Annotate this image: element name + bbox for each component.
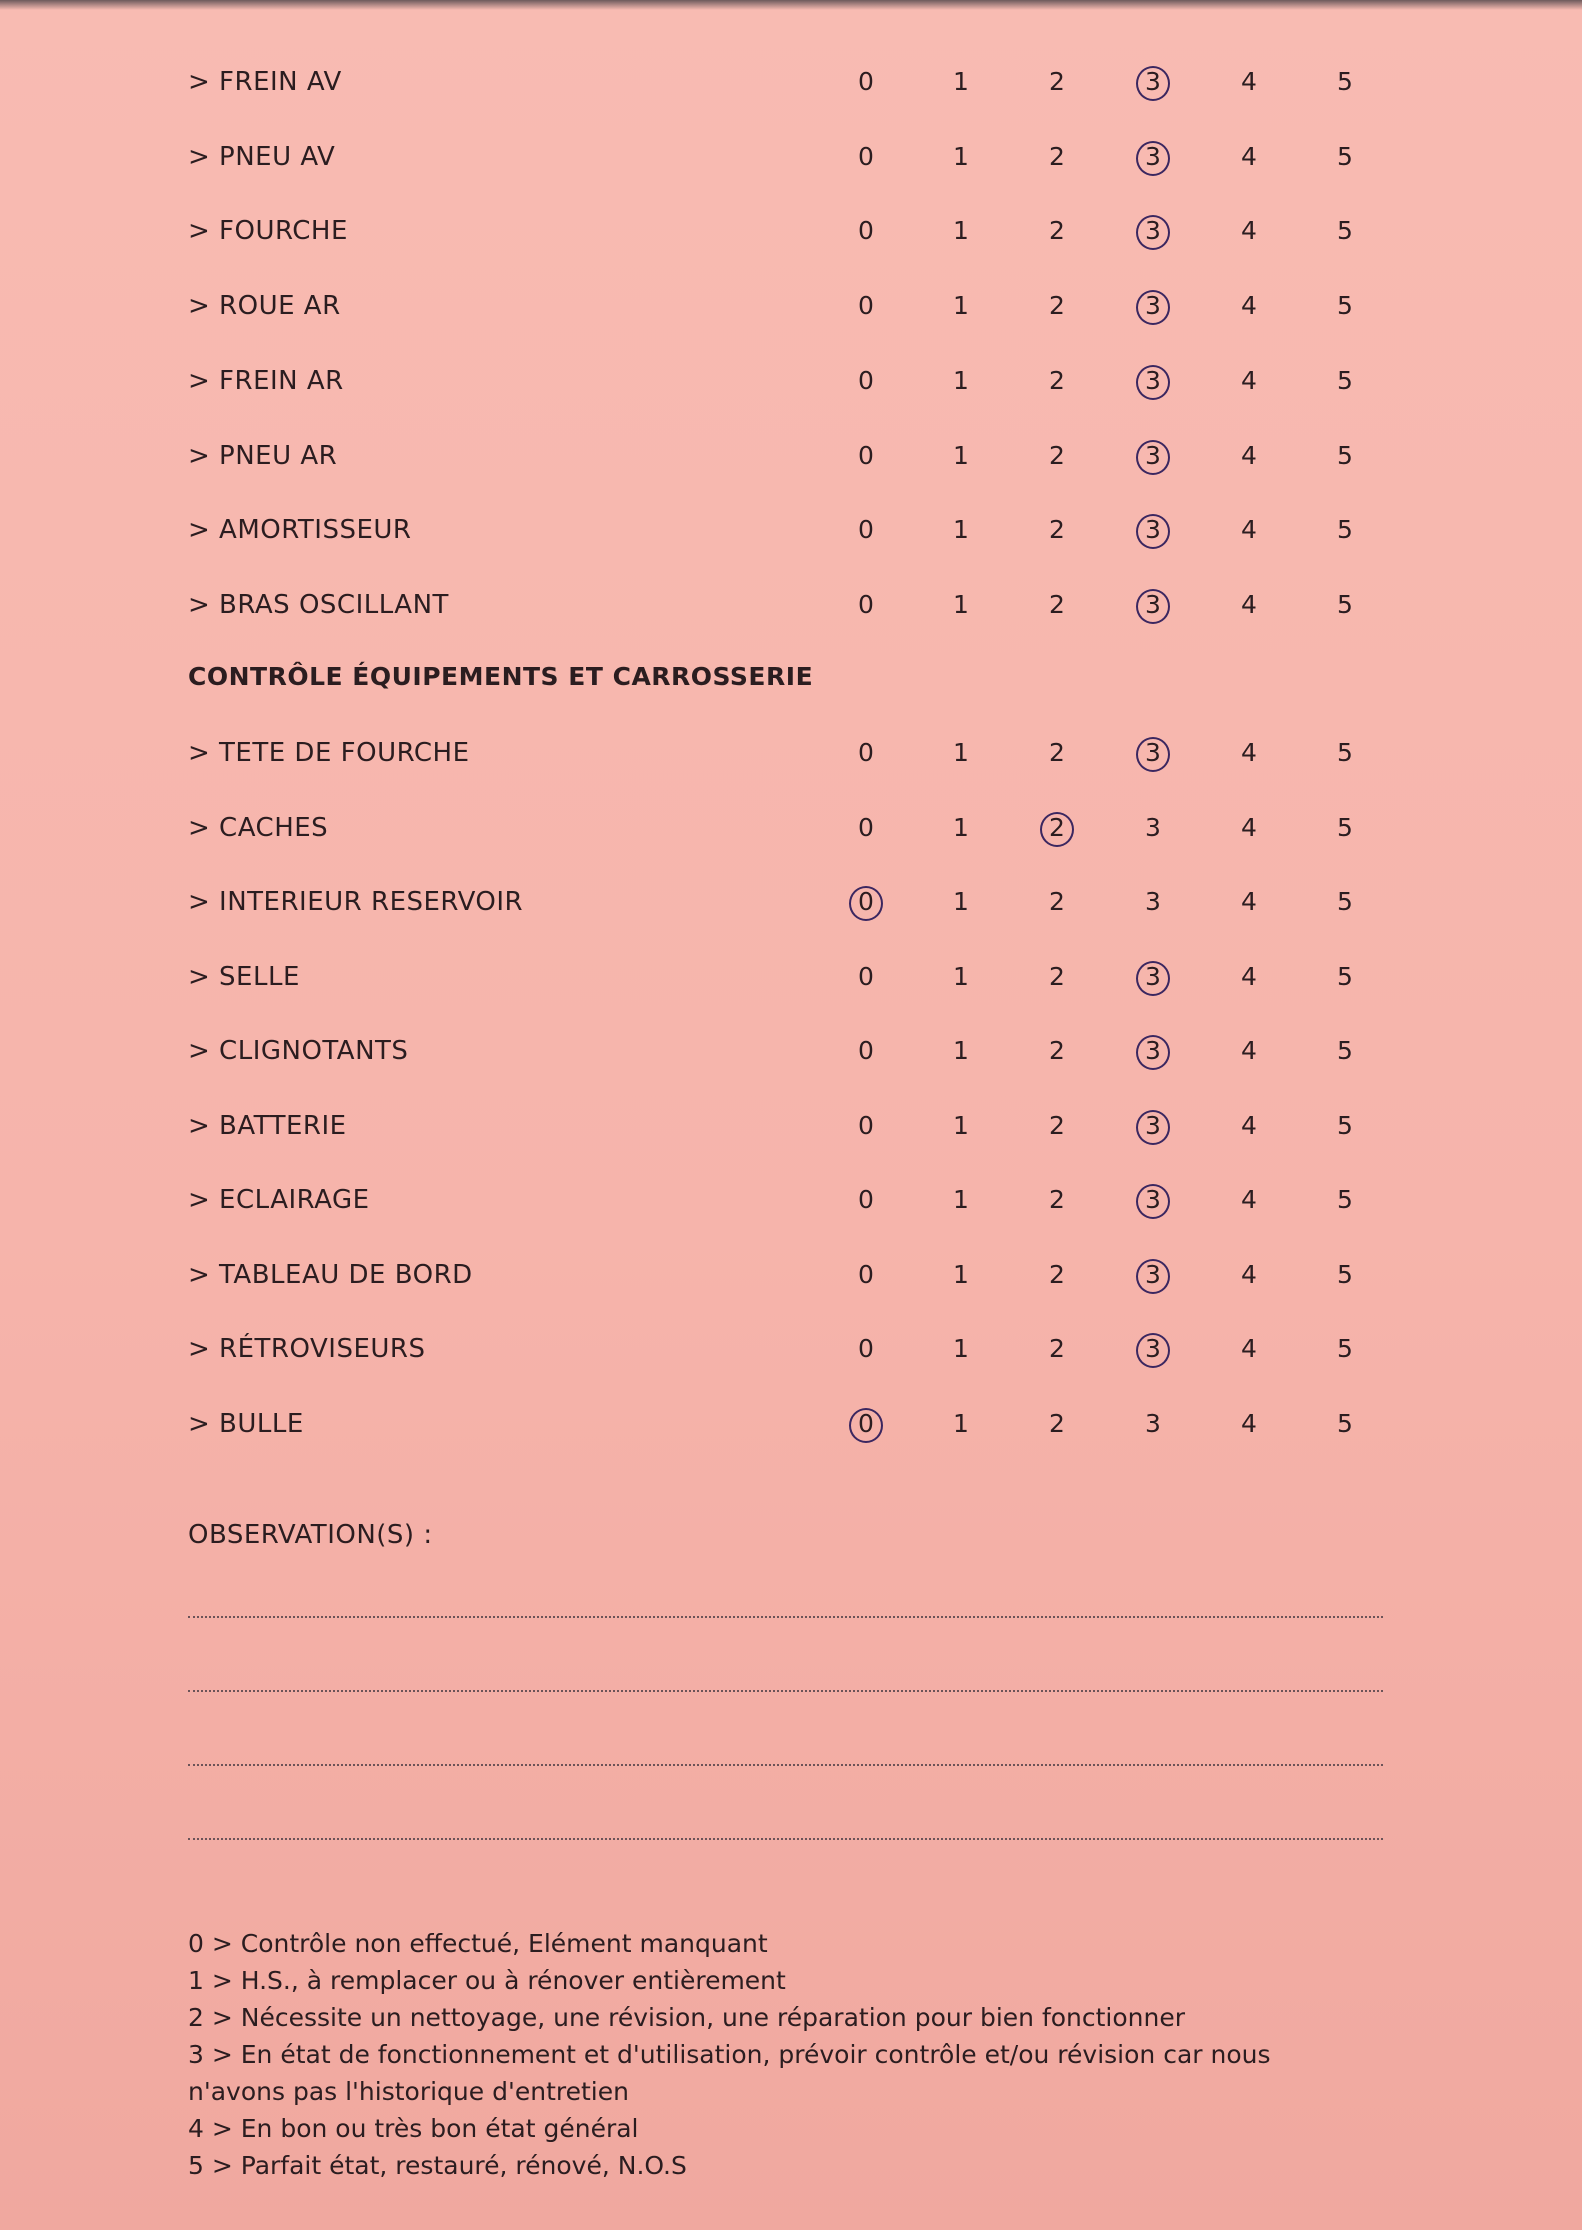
score-option[interactable]: 5 (1337, 67, 1353, 96)
score-option[interactable]: 1 (953, 67, 969, 96)
score-option[interactable]: 0 (858, 141, 874, 171)
score-option[interactable]: 2 (1049, 961, 1065, 991)
checklist-row (0, 1180, 1582, 1220)
score-option-selected[interactable]: 3 (1133, 211, 1173, 251)
score-option[interactable]: 1 (953, 141, 969, 171)
score-option-selected[interactable]: 0 (846, 1404, 886, 1444)
score-option[interactable]: 2 (1049, 365, 1065, 395)
observation-line[interactable] (188, 1764, 1383, 1766)
legend-item: 3 > En état de fonctionnement et d'utilisation, prévoir contrôle et/ou révision car nous (188, 2040, 1271, 2069)
checklist-item-label: > SELLE (188, 961, 300, 992)
score-option[interactable]: 5 (1337, 1334, 1353, 1363)
score-option[interactable]: 2 (1049, 67, 1065, 96)
observation-line[interactable] (188, 1616, 1383, 1618)
score-option[interactable]: 4 (1241, 1110, 1257, 1140)
checklist-item-label: > BATTERIE (188, 1110, 347, 1141)
score-option[interactable]: 4 (1241, 887, 1257, 916)
score-option[interactable]: 5 (1337, 961, 1353, 991)
checklist-row (0, 137, 1582, 177)
score-option[interactable]: 0 (858, 216, 874, 246)
score-option[interactable]: 1 (953, 1408, 969, 1438)
score-option[interactable]: 1 (953, 1036, 969, 1065)
score-option[interactable]: 1 (953, 738, 969, 767)
score-option[interactable]: 2 (1049, 141, 1065, 171)
score-option-selected[interactable]: 3 (1133, 733, 1173, 773)
score-option[interactable]: 5 (1337, 365, 1353, 395)
checklist-row (0, 733, 1582, 773)
checklist-row (0, 957, 1582, 997)
score-option[interactable]: 4 (1241, 515, 1257, 545)
score-option-selected[interactable]: 3 (1133, 585, 1173, 625)
score-option[interactable]: 1 (953, 1334, 969, 1363)
score-option-selected[interactable]: 3 (1133, 1180, 1173, 1220)
score-option[interactable]: 0 (858, 812, 874, 842)
score-option[interactable]: 3 (1145, 887, 1161, 916)
score-option[interactable]: 4 (1241, 1185, 1257, 1214)
score-option[interactable]: 4 (1241, 141, 1257, 171)
score-option[interactable]: 5 (1337, 515, 1353, 545)
score-option[interactable]: 1 (953, 589, 969, 619)
checklist-item-label: > TETE DE FOURCHE (188, 738, 470, 768)
score-option-selected[interactable]: 3 (1133, 361, 1173, 401)
score-option-selected[interactable]: 3 (1133, 1329, 1173, 1369)
checklist-row (0, 436, 1582, 476)
checklist-row (0, 286, 1582, 326)
checklist-row (0, 1329, 1582, 1369)
score-option[interactable]: 4 (1241, 440, 1257, 470)
score-option[interactable]: 2 (1049, 738, 1065, 767)
score-option[interactable]: 4 (1241, 291, 1257, 321)
score-option[interactable]: 4 (1241, 1408, 1257, 1438)
score-option[interactable]: 1 (953, 216, 969, 246)
score-option[interactable]: 0 (858, 1185, 874, 1214)
score-option[interactable]: 2 (1049, 440, 1065, 470)
score-option[interactable]: 0 (858, 1036, 874, 1065)
score-option[interactable]: 5 (1337, 1408, 1353, 1438)
checklist-item-label: > BRAS OSCILLANT (188, 589, 449, 620)
score-option[interactable]: 1 (953, 1185, 969, 1214)
score-option[interactable]: 0 (858, 1110, 874, 1140)
score-option[interactable]: 5 (1337, 812, 1353, 842)
checklist-item-label: > TABLEAU DE BORD (188, 1259, 473, 1290)
score-option-selected[interactable]: 3 (1133, 62, 1173, 102)
score-option[interactable]: 4 (1241, 738, 1257, 767)
score-option[interactable]: 2 (1049, 1334, 1065, 1363)
score-option[interactable]: 2 (1049, 1408, 1065, 1438)
score-option[interactable]: 2 (1049, 515, 1065, 545)
score-option[interactable]: 5 (1337, 1259, 1353, 1289)
rating-legend (188, 1925, 1388, 2184)
checklist-row (0, 585, 1582, 625)
score-option[interactable]: 3 (1145, 812, 1161, 842)
score-option[interactable]: 5 (1337, 1036, 1353, 1065)
score-option[interactable]: 0 (858, 291, 874, 321)
score-option[interactable]: 0 (858, 1334, 874, 1363)
score-option[interactable]: 1 (953, 515, 969, 545)
score-option[interactable]: 0 (858, 738, 874, 767)
score-option[interactable]: 0 (858, 440, 874, 470)
score-option[interactable]: 2 (1049, 1259, 1065, 1289)
score-option[interactable]: 4 (1241, 961, 1257, 991)
score-option[interactable]: 1 (953, 291, 969, 321)
score-option[interactable]: 3 (1145, 1408, 1161, 1438)
checklist-row (0, 1255, 1582, 1295)
score-option-selected[interactable]: 3 (1133, 137, 1173, 177)
score-option-selected[interactable]: 3 (1133, 436, 1173, 476)
score-option[interactable]: 0 (858, 589, 874, 619)
score-option-selected[interactable]: 3 (1133, 286, 1173, 326)
score-option[interactable]: 2 (1049, 291, 1065, 321)
observations-label: OBSERVATION(S) : (188, 1520, 433, 1550)
checklist-row (0, 1404, 1582, 1444)
score-option[interactable]: 2 (1049, 1110, 1065, 1140)
score-option[interactable]: 4 (1241, 589, 1257, 619)
checklist-row (0, 211, 1582, 251)
checklist-item-label: > INTERIEUR RESERVOIR (188, 887, 524, 917)
score-option[interactable]: 4 (1241, 812, 1257, 842)
checklist-item-label: > FREIN AV (188, 67, 342, 97)
score-option[interactable]: 5 (1337, 216, 1353, 246)
legend-item: 5 > Parfait état, restauré, rénové, N.O.S (188, 2151, 687, 2180)
checklist-item-label: > AMORTISSEUR (188, 515, 412, 546)
score-option-selected[interactable]: 0 (846, 882, 886, 922)
score-option[interactable]: 5 (1337, 1185, 1353, 1214)
score-option[interactable]: 2 (1049, 216, 1065, 246)
score-option[interactable]: 5 (1337, 887, 1353, 916)
checklist-item-label: > PNEU AR (188, 440, 338, 471)
score-option[interactable]: 2 (1049, 887, 1065, 916)
score-option[interactable]: 5 (1337, 440, 1353, 470)
score-option[interactable]: 2 (1049, 1036, 1065, 1065)
checklist-row (0, 1106, 1582, 1146)
checklist-row (0, 510, 1582, 550)
score-option[interactable]: 4 (1241, 1259, 1257, 1289)
score-option[interactable]: 5 (1337, 1110, 1353, 1140)
top-edge-shadow (0, 0, 1582, 10)
score-option[interactable]: 1 (953, 961, 969, 991)
score-option[interactable]: 1 (953, 887, 969, 916)
checklist-item-label: > ECLAIRAGE (188, 1185, 370, 1215)
checklist-item-label: > CLIGNOTANTS (188, 1036, 409, 1066)
legend-item: 2 > Nécessite un nettoyage, une révision, une réparation pour bien fonctionner (188, 2003, 1186, 2032)
checklist-item-label: > CACHES (188, 812, 329, 843)
score-option-selected[interactable]: 3 (1133, 1031, 1173, 1071)
checklist-row (0, 62, 1582, 102)
score-option[interactable]: 4 (1241, 67, 1257, 96)
checklist-item-label: > PNEU AV (188, 141, 336, 172)
score-option-selected[interactable]: 3 (1133, 957, 1173, 997)
score-option-selected[interactable]: 3 (1133, 1106, 1173, 1146)
checklist-row (0, 361, 1582, 401)
checklist-item-label: > RÉTROVISEURS (188, 1334, 426, 1364)
checklist-item-label: > FREIN AR (188, 365, 344, 396)
score-option[interactable]: 0 (858, 961, 874, 991)
legend-item: 1 > H.S., à remplacer ou à rénover entièrement (188, 1966, 786, 1995)
score-option[interactable]: 5 (1337, 141, 1353, 171)
observation-line[interactable] (188, 1690, 1383, 1692)
score-option[interactable]: 1 (953, 440, 969, 470)
score-option[interactable]: 0 (858, 67, 874, 96)
score-option[interactable]: 4 (1241, 216, 1257, 246)
checklist-item-label: > FOURCHE (188, 216, 348, 247)
score-option[interactable]: 1 (953, 365, 969, 395)
score-option-selected[interactable]: 2 (1037, 808, 1077, 848)
checklist-item-label: > BULLE (188, 1408, 304, 1439)
score-option[interactable]: 0 (858, 515, 874, 545)
checklist-row (0, 808, 1582, 848)
score-option-selected[interactable]: 3 (1133, 1255, 1173, 1295)
score-option[interactable]: 5 (1337, 738, 1353, 767)
score-option[interactable]: 4 (1241, 1036, 1257, 1065)
score-option[interactable]: 4 (1241, 1334, 1257, 1363)
score-option[interactable]: 1 (953, 812, 969, 842)
score-option[interactable]: 5 (1337, 291, 1353, 321)
legend-item: 4 > En bon ou très bon état général (188, 2114, 639, 2143)
checklist-row (0, 1031, 1582, 1071)
score-option[interactable]: 1 (953, 1110, 969, 1140)
section-title: CONTRÔLE ÉQUIPEMENTS ET CARROSSERIE (188, 662, 814, 691)
score-option[interactable]: 4 (1241, 365, 1257, 395)
score-option[interactable]: 0 (858, 365, 874, 395)
score-option[interactable]: 1 (953, 1259, 969, 1289)
checklist-row (0, 882, 1582, 922)
score-option[interactable]: 2 (1049, 589, 1065, 619)
score-option-selected[interactable]: 3 (1133, 510, 1173, 550)
checklist-item-label: > ROUE AR (188, 291, 341, 322)
score-option[interactable]: 2 (1049, 1185, 1065, 1214)
observation-line[interactable] (188, 1838, 1383, 1840)
legend-item: 0 > Contrôle non effectué, Elément manquant (188, 1929, 768, 1958)
legend-item: n'avons pas l'historique d'entretien (188, 2077, 629, 2106)
score-option[interactable]: 5 (1337, 589, 1353, 619)
score-option[interactable]: 0 (858, 1259, 874, 1289)
